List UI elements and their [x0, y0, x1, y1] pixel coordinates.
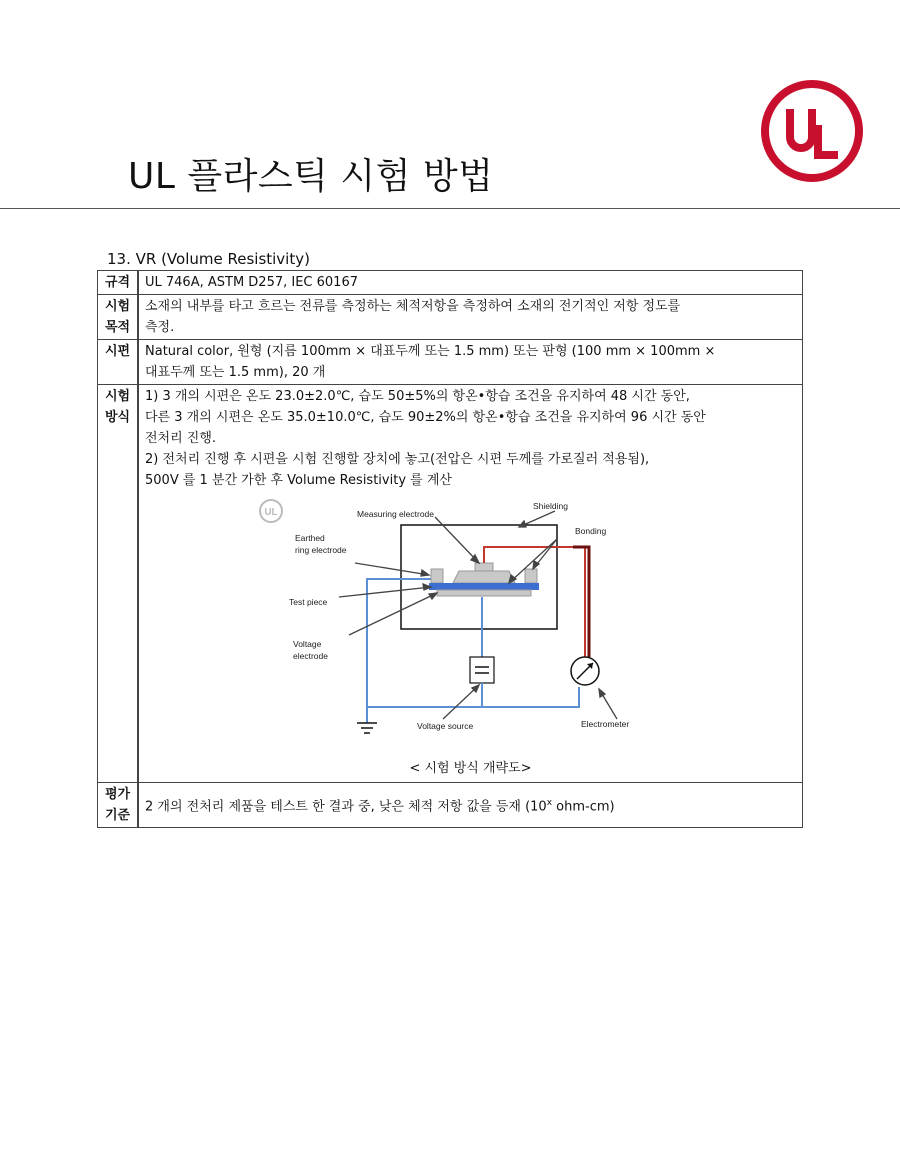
- row-content: [138, 295, 803, 340]
- row-header-text: 기준: [104, 808, 131, 823]
- label-measuring-electrode: Measuring electrode: [357, 509, 435, 519]
- label-voltage: Voltage: [293, 639, 322, 649]
- row-text: 소재의 내부를 타고 흐르는 전류를 측정하는 체적저항을 측정하여 소재의 전기적인 저항 정도를: [145, 299, 681, 314]
- row-header-text: 방식: [104, 410, 131, 425]
- row-text: 1) 3 개의 시편은 온도 23.0±2.0℃, 습도 50±5%의 항온•항습 조건을 유지하여 48 시간 동안,: [145, 389, 690, 404]
- voltage-electrode: [437, 590, 531, 596]
- voltage-source-box: [470, 657, 494, 683]
- row-header: [98, 783, 139, 828]
- row-text: 2 개의 전처리 제품을 테스트 한 결과 중, 낮은 체적 저항 값을 등재 (10: [145, 799, 547, 815]
- row-text: 2) 전처리 진행 후 시편을 시험 진행할 장치에 놓고(전압은 시편 두께를 가로질러 적용됨),: [145, 452, 650, 467]
- row-text: Natural color, 원형 (지름 100mm × 대표두께 또는 1.5 mm) 또는 판형 (100 mm × 100mm ×: [145, 344, 716, 359]
- label-bonding: Bonding: [575, 526, 607, 536]
- label-electrometer: Electrometer: [581, 719, 630, 729]
- table-row-standard: [98, 271, 803, 295]
- svg-text:UL: UL: [264, 507, 278, 518]
- exponent: x: [546, 797, 553, 808]
- ul-watermark-icon: [260, 500, 282, 522]
- label-voltage-source: Voltage source: [417, 721, 474, 731]
- diagram-caption: < 시험 방식 개략도>: [409, 761, 532, 776]
- electrometer-icon: [571, 657, 599, 685]
- row-header: [98, 340, 139, 385]
- row-text: 대표두께 또는 1.5 mm), 20 개: [145, 365, 326, 380]
- row-header-text: 목적: [104, 320, 131, 335]
- measuring-electrode: [453, 571, 515, 583]
- label-shielding: Shielding: [533, 501, 568, 511]
- table-row-purpose: [98, 295, 803, 340]
- row-header: [98, 385, 139, 783]
- test-piece-plate: [429, 583, 539, 590]
- ring-electrode-left: [431, 569, 443, 583]
- row-header: [98, 271, 139, 295]
- table-row-criteria: [98, 783, 803, 828]
- row-header-text: 시험: [104, 299, 131, 314]
- row-text: 다른 3 개의 시편은 온도 35.0±10.0℃, 습도 90±2%의 항온•항습 조건을 유지하여 96 시간 동안: [145, 410, 706, 425]
- row-text: 측정.: [145, 320, 175, 335]
- page-title: UL 플라스틱 시험 방법: [128, 156, 494, 197]
- label-earthed: Earthed: [295, 533, 325, 543]
- row-content: [138, 271, 803, 295]
- row-content: [138, 783, 803, 828]
- dark-red-wire: [573, 547, 589, 657]
- row-text: ohm-cm): [552, 799, 615, 815]
- row-header-text: 시편: [104, 344, 131, 359]
- section-title: 13. VR (Volume Resistivity): [107, 250, 310, 268]
- row-content: [138, 340, 803, 385]
- row-text: UL 746A, ASTM D257, IEC 60167: [145, 275, 358, 290]
- row-text: 전처리 진행.: [145, 431, 217, 446]
- label-voltage-electrode: electrode: [293, 651, 328, 661]
- pointer-arrows: [339, 511, 617, 719]
- ul-logo: [760, 79, 864, 183]
- spec-table: [97, 270, 803, 828]
- ring-electrode-right: [525, 569, 537, 583]
- measuring-electrode-top: [475, 563, 493, 571]
- row-header: [98, 295, 139, 340]
- row-header-text: 시험: [104, 389, 131, 404]
- ground-icon: [357, 723, 377, 733]
- row-text: 500V 를 1 분간 가한 후 Volume Resistivity 를 계산: [145, 473, 452, 488]
- table-row-method: [98, 385, 803, 783]
- header-divider: [0, 208, 900, 209]
- row-header-text: 규격: [104, 275, 131, 290]
- test-setup-diagram: [257, 497, 777, 759]
- label-ring-electrode: ring electrode: [295, 545, 347, 555]
- row-content: [138, 385, 803, 783]
- row-header-text: 평가: [104, 787, 131, 802]
- label-test-piece: Test piece: [289, 597, 328, 607]
- table-row-specimen: [98, 340, 803, 385]
